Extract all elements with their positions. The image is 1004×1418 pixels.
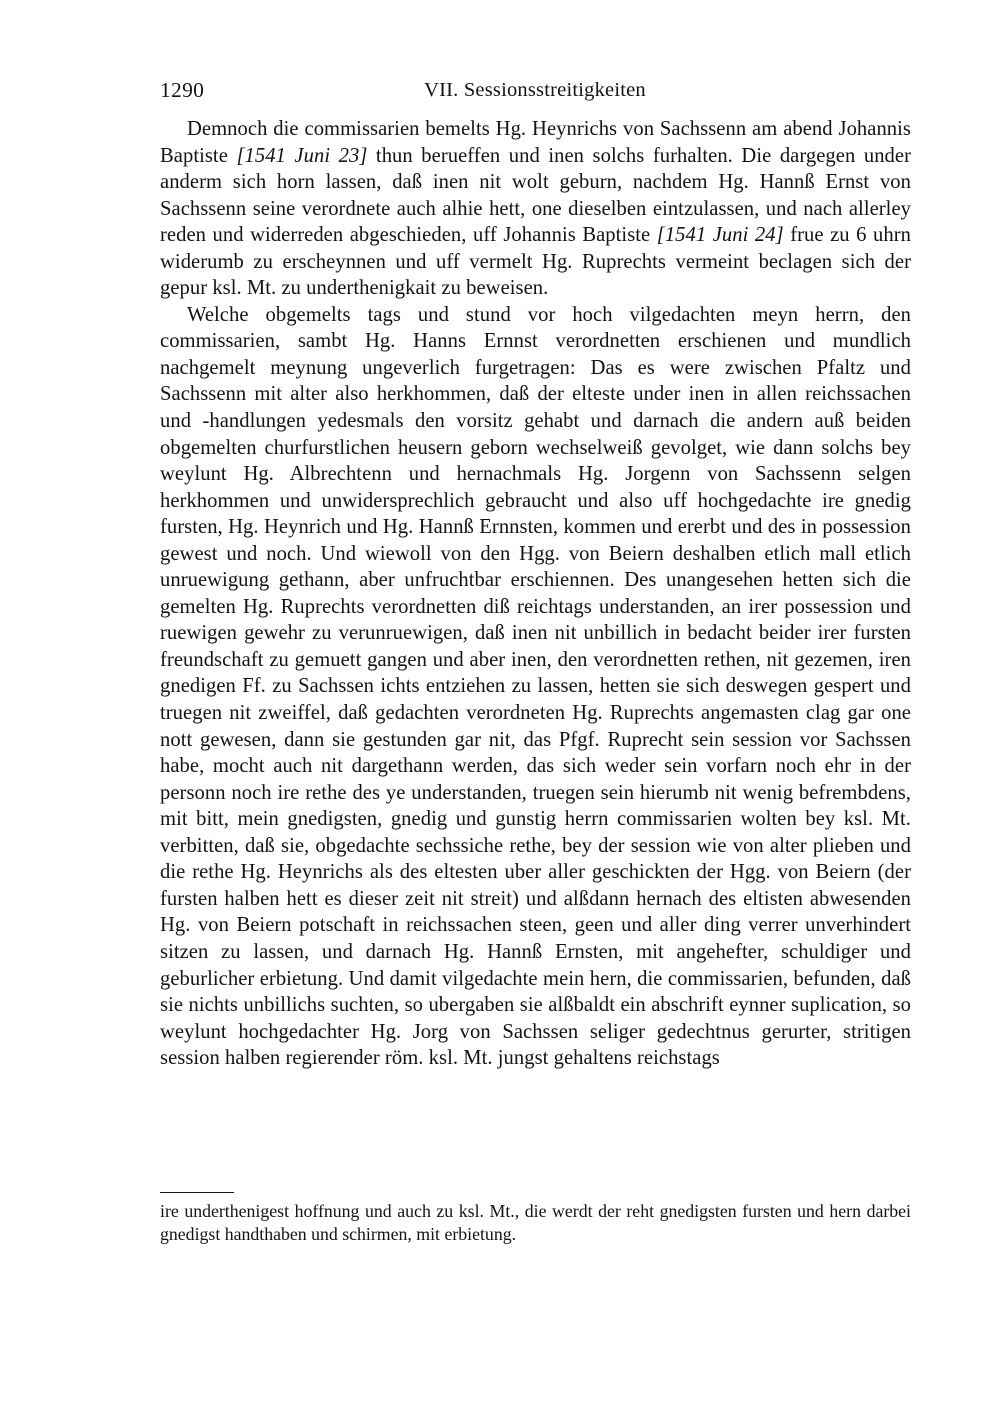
text-run: Welche obgemelts tags und stund vor hoch vilgedachten meyn herrn, den commissarien, sambt Hg. Hanns Ernnst verordnetten erschienen und mundlich nachgemelt meynung ungeverlich furgetragen: Das es were zwischen Pfaltz und Sachssenn mit alter also herkhommen, daß der elteste under inen in allen reichssachen und -handlungen yedesmals den vorsitz gehabt und darnach die andern auß beiden obgemelten churfurstlichen heusern geborn wechselweiß gevolget, wie dann solchs bey weylunt Hg. Albrechtenn und hernachmals Hg. Jorgenn von Sachssenn selgen herkhommen und unwidersprechlich gebraucht und also uff hochgedachte ire gnedig fursten, Hg. Heynrich und Hg. Hannß Ernnsten, kommen und ererbt und des in possession gewest und noch. Und wiewoll von den Hgg. von Beiern deshalben etlich mall etlich unruewigung gethann, aber unfruchtbar erschiennen. Des unangesehen hetten sich die gemelten Hg. Ruprechts verordnetten diß reichtags understanden, an irer possession und ruewigen gewehr zu verunruewigen, daß inen nit unbillich in bedacht beider irer fursten freundschaft zu gemuett gangen und aber inen, den verordnetten rethen, nit gezemen, iren gnedigen Ff. zu Sachssen ichts entziehen zu lassen, hetten sie sich deswegen gespert und truegen nit zweiffel, daß gedachten verordneten Hg. Ruprechts angemasten clag gar one nott gewesen, dann sie gestunden gar nit, das Pfgf. Ruprecht sein session vor Sachssen habe, mocht auch nit dargethann werden, das sich weder sein vorfarn noch ehr in der personn noch ire rethe des ye understanden, truegen sein hierumb nit wenig befrembdens, mit bitt, mein gnedigsten, gnedig und gunstig herrn commissarien wolten bey ksl. Mt. verbitten, daß sie, obgedachte sechssiche rethe, bey der session wie von alter plieben und die rethe Hg. Heynrichs als des eltesten uber aller geschickten der Hgg. von Beiern (der fursten halben hett es dieser zeit nit streit) und alßdann hernach des eltisten abwesenden Hg. von Beiern potschaft in reichssachen steen, geen und aller ding verrer unverhindert sitzen zu lassen, und darnach Hg. Hannß Ernsten, mit angehefter, schuldiger und geburlicher erbietung. Und damit vilgedachte mein hern, die commissarien, befunden, daß sie nichts unbillichs suchten, so ubergaben sie alßbaldt ein abschrift eynner suplication, so weylunt hochgedachter Hg. Jorg von Sachssen seliger gedechtnus gerurter, stritigen session halben regierender röm. ksl. Mt. jungst gehaltens reichstags [160,303,911,1070]
text-run: thun berueffen und inen solchs furhalten. Die dargegen under anderm sich horn lassen, daß inen nit wolt geburn, nachdem Hg. Hannß Ernst von Sachssenn seine verordnete auch alhie hett, one dieselben eintzulassen, und nach allerley reden und widerreden abgeschieden, uff Johannis Baptiste [160,144,911,247]
running-head [160,78,910,104]
paragraph [160,302,911,1072]
page-number: 1290 [160,78,205,102]
date-annotation: [1541 Juni 23] [236,144,368,167]
footnote-block [160,1192,911,1246]
text-run: frue zu 6 uhrn widerumb zu erscheynnen und uff vermelt Hg. Ruprechts vermeint beclagen sich der gepur ksl. Mt. zu underthenigkait zu beweisen. [160,224,911,300]
body-text [160,116,911,1072]
paragraph [160,116,911,302]
text-run: Demnoch die commissarien bemelts Hg. Heynrichs von Sachssenn am abend Johannis Baptiste [160,118,911,167]
date-annotation: [1541 Juni 24] [656,224,784,247]
footnote-separator-rule [160,1192,234,1193]
footnote-text: ire underthenigest hoffnung und auch zu ksl. Mt., die werdt der reht gnedigsten fursten und hern darbei gnedigst handthaben und schirmen, mit erbietung. [160,1201,911,1245]
running-header-title: VII. Sessionsstreitigkeiten [424,79,646,101]
